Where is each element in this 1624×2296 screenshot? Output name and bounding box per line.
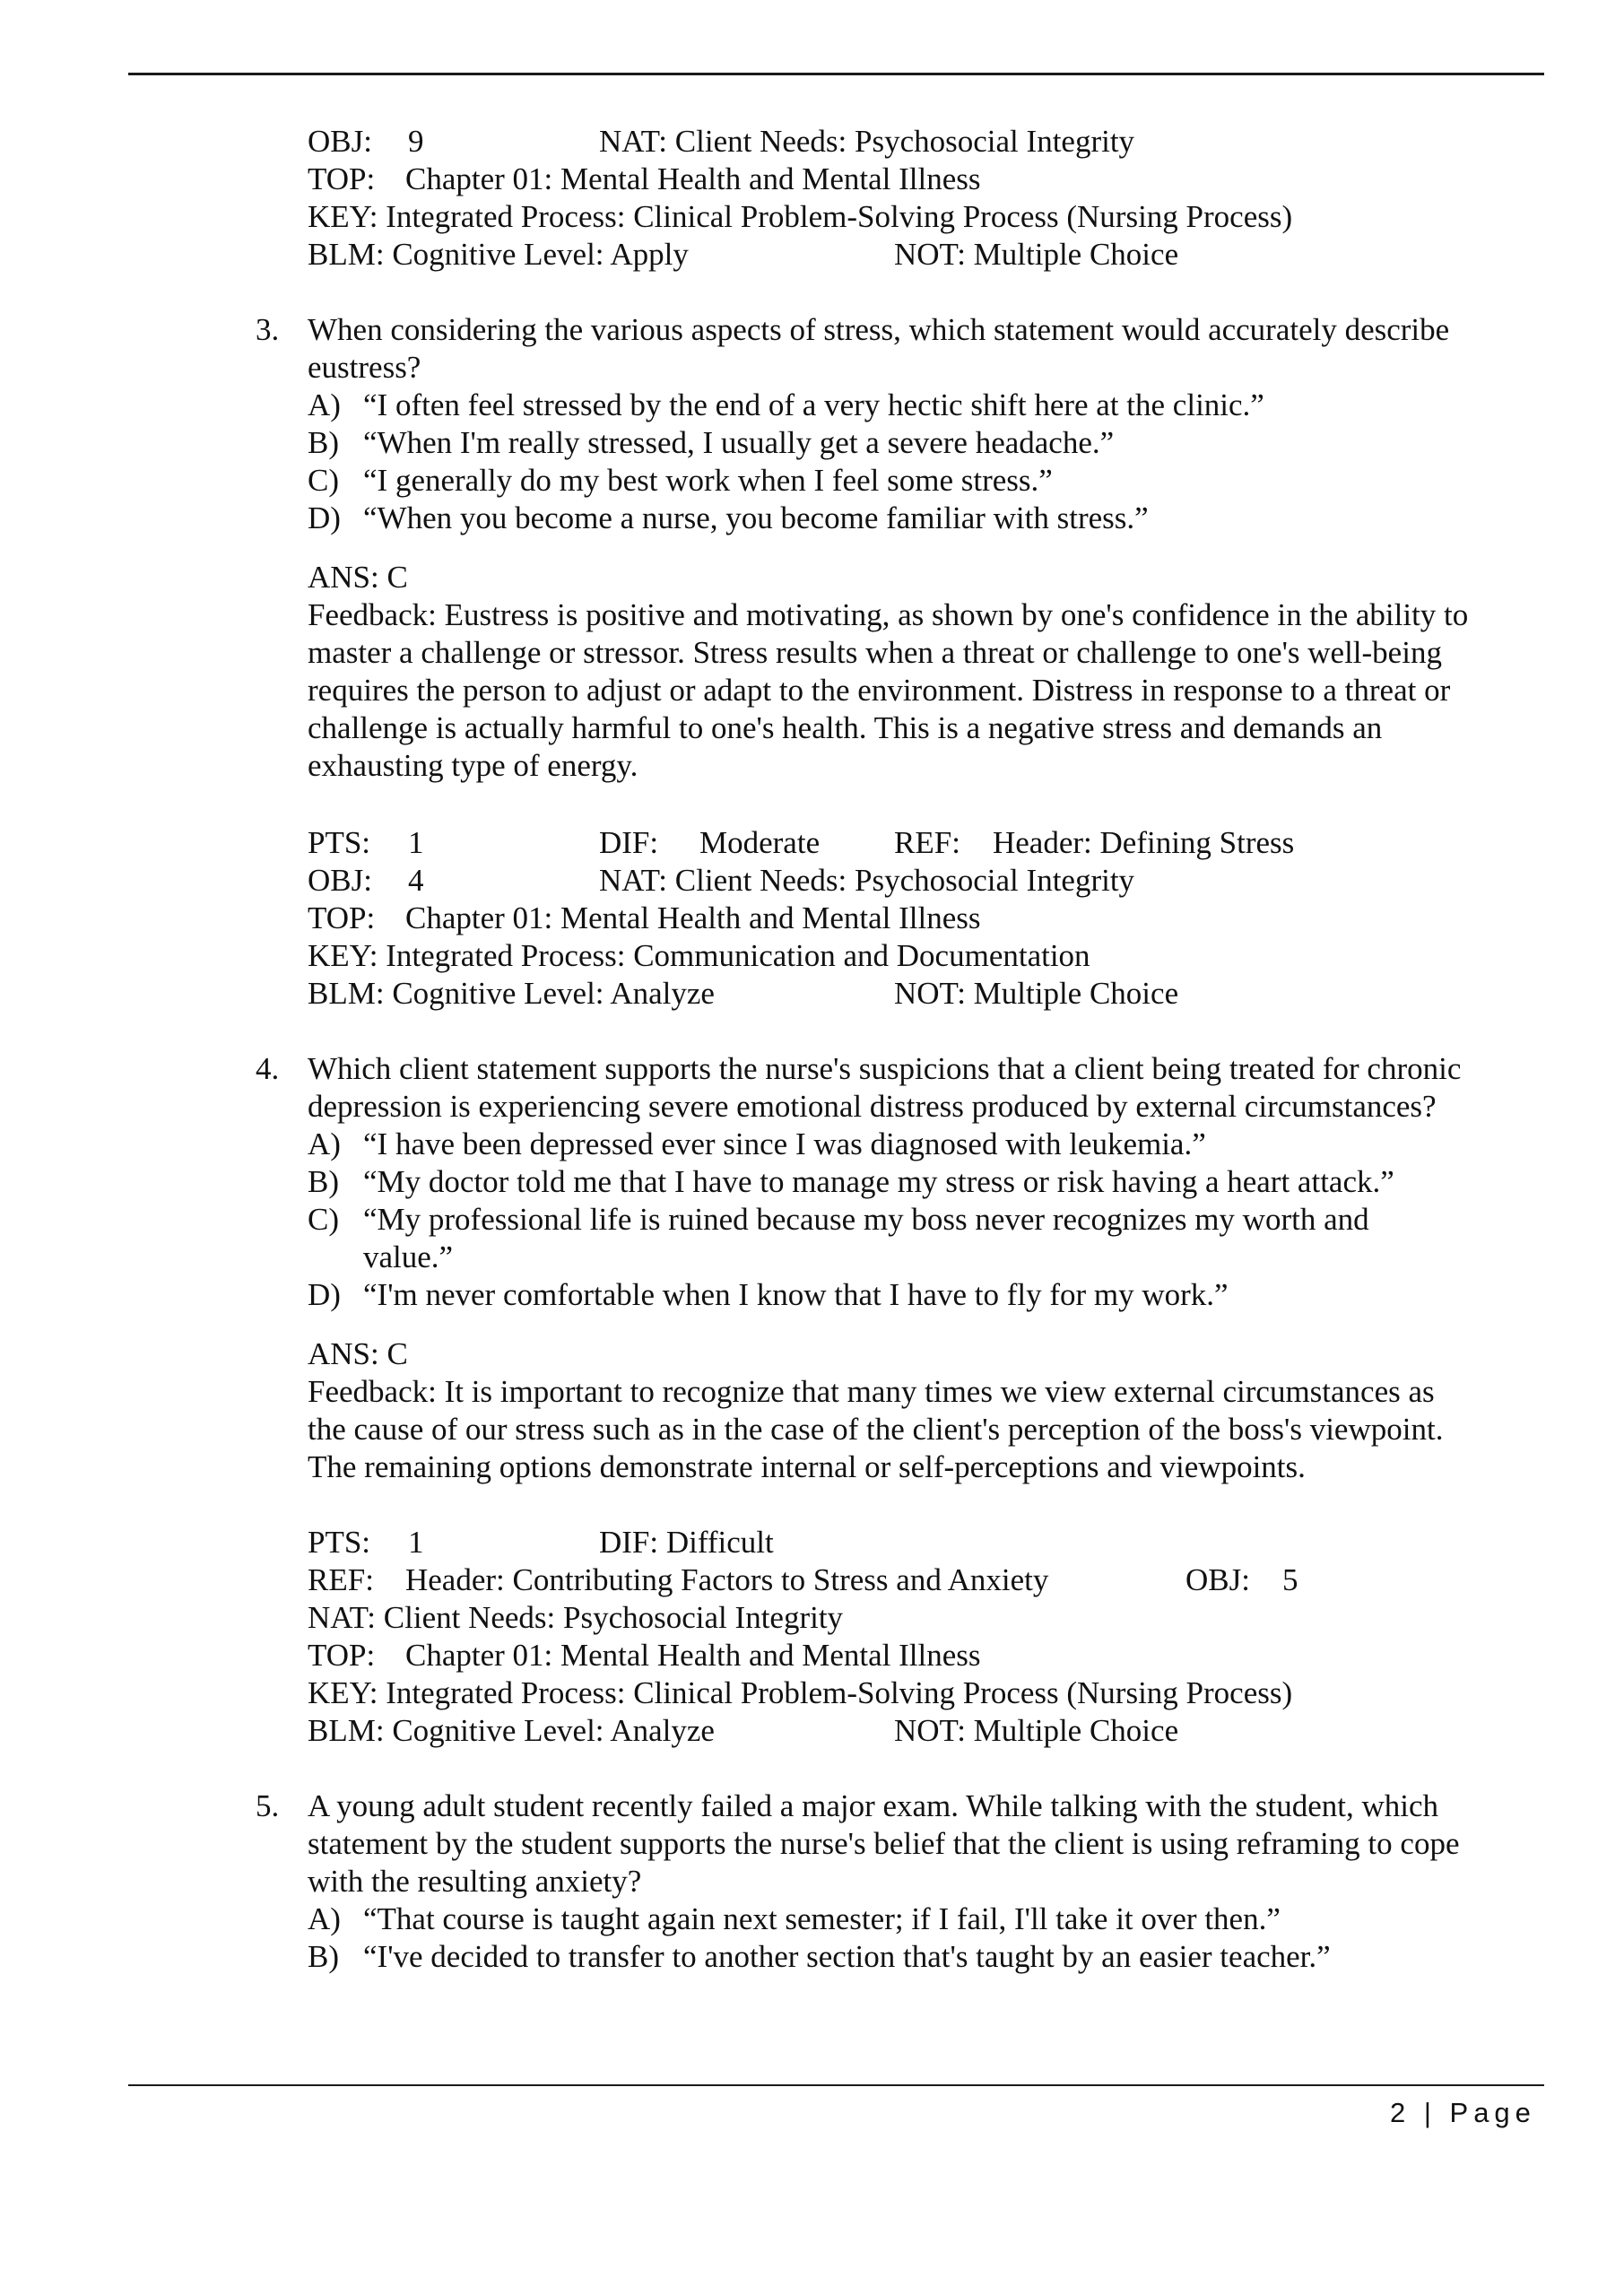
key-line: KEY: Integrated Process: Clinical Problem-Solving Process (Nursing Process) bbox=[308, 1675, 1293, 1710]
question-number: 5. bbox=[256, 1788, 280, 1823]
option-text: “I generally do my best work when I feel some stress.” bbox=[363, 463, 1053, 498]
answer-line: ANS: C bbox=[308, 560, 408, 595]
question-number: 3. bbox=[256, 312, 280, 347]
top-value: Chapter 01: Mental Health and Mental Illness bbox=[405, 900, 981, 935]
ref-value: Header: Defining Stress bbox=[993, 825, 1295, 860]
feedback-line: The remaining options demonstrate internal or self-perceptions and viewpoints. bbox=[308, 1449, 1306, 1484]
pts-label: PTS: bbox=[308, 825, 371, 860]
option-letter: D) bbox=[308, 1277, 341, 1312]
ref-value: Header: Contributing Factors to Stress and Anxiety bbox=[405, 1562, 1049, 1597]
ref-label: REF: bbox=[894, 825, 960, 860]
feedback-line: challenge is actually harmful to one's health. This is a negative stress and demands an bbox=[308, 710, 1383, 745]
option-text: “I'm never comfortable when I know that I have to fly for my work.” bbox=[363, 1277, 1229, 1312]
option-letter: C) bbox=[308, 1202, 339, 1237]
feedback-line: Feedback: It is important to recognize that many times we view external circumstances as bbox=[308, 1374, 1435, 1409]
feedback-line: requires the person to adjust or adapt to the environment. Distress in response to a threat or bbox=[308, 673, 1451, 708]
obj-label: OBJ: bbox=[308, 124, 372, 159]
option-text: “I often feel stressed by the end of a very hectic shift here at the clinic.” bbox=[363, 387, 1264, 422]
option-text: “My doctor told me that I have to manage my stress or risk having a heart attack.” bbox=[363, 1164, 1394, 1199]
header-rule bbox=[128, 73, 1544, 75]
blm-line: BLM: Cognitive Level: Analyze bbox=[308, 976, 715, 1011]
question-stem-line: When considering the various aspects of stress, which statement would accurately describe bbox=[308, 312, 1450, 347]
option-letter: A) bbox=[308, 387, 341, 422]
nat-line: NAT: Client Needs: Psychosocial Integrity bbox=[599, 863, 1135, 898]
key-line: KEY: Integrated Process: Clinical Problem-Solving Process (Nursing Process) bbox=[308, 199, 1293, 234]
question-stem-line: A young adult student recently failed a major exam. While talking with the student, which bbox=[308, 1788, 1438, 1823]
option-letter: D) bbox=[308, 500, 341, 535]
question-stem-line: depression is experiencing severe emotional distress produced by external circumstances? bbox=[308, 1089, 1437, 1124]
option-letter: B) bbox=[308, 425, 339, 460]
option-text: “I have been depressed ever since I was diagnosed with leukemia.” bbox=[363, 1126, 1206, 1161]
obj-value: 5 bbox=[1282, 1562, 1298, 1597]
question-stem-line: Which client statement supports the nurse's suspicions that a client being treated for chronic bbox=[308, 1051, 1462, 1086]
pts-value: 1 bbox=[408, 1525, 424, 1560]
option-text: “My professional life is ruined because my boss never recognizes my worth and bbox=[363, 1202, 1369, 1237]
feedback-line: Feedback: Eustress is positive and motivating, as shown by one's confidence in the ability to bbox=[308, 597, 1469, 632]
option-letter: B) bbox=[308, 1939, 339, 1974]
feedback-line: exhausting type of energy. bbox=[308, 748, 638, 783]
dif-value: Moderate bbox=[699, 825, 821, 860]
answer-line: ANS: C bbox=[308, 1336, 408, 1371]
blm-line: BLM: Cognitive Level: Apply bbox=[308, 237, 689, 272]
top-label: TOP: bbox=[308, 161, 376, 196]
option-letter: C) bbox=[308, 463, 339, 498]
pts-label: PTS: bbox=[308, 1525, 371, 1560]
pts-value: 1 bbox=[408, 825, 424, 860]
top-label: TOP: bbox=[308, 1638, 376, 1673]
option-letter: A) bbox=[308, 1901, 341, 1936]
nat-line: NAT: Client Needs: Psychosocial Integrity bbox=[599, 124, 1135, 159]
top-value: Chapter 01: Mental Health and Mental Illness bbox=[405, 161, 981, 196]
question-stem-line: with the resulting anxiety? bbox=[308, 1864, 642, 1899]
obj-label: OBJ: bbox=[308, 863, 372, 898]
not-line: NOT: Multiple Choice bbox=[894, 1713, 1179, 1748]
key-line: KEY: Integrated Process: Communication and Documentation bbox=[308, 938, 1090, 973]
obj-value: 4 bbox=[408, 863, 424, 898]
ref-label: REF: bbox=[308, 1562, 374, 1597]
dif-line: DIF: Difficult bbox=[599, 1525, 774, 1560]
feedback-line: master a challenge or stressor. Stress results when a threat or challenge to one's well-being bbox=[308, 635, 1442, 670]
top-label: TOP: bbox=[308, 900, 376, 935]
obj-label: OBJ: bbox=[1185, 1562, 1250, 1597]
dif-label: DIF: bbox=[599, 825, 659, 860]
not-line: NOT: Multiple Choice bbox=[894, 237, 1179, 272]
nat-line: NAT: Client Needs: Psychosocial Integrity bbox=[308, 1600, 844, 1635]
option-text: “When I'm really stressed, I usually get a severe headache.” bbox=[363, 425, 1115, 460]
obj-value: 9 bbox=[408, 124, 424, 159]
option-text: “That course is taught again next semester; if I fail, I'll take it over then.” bbox=[363, 1901, 1281, 1936]
blm-line: BLM: Cognitive Level: Analyze bbox=[308, 1713, 715, 1748]
top-value: Chapter 01: Mental Health and Mental Illness bbox=[405, 1638, 981, 1673]
option-text: “When you become a nurse, you become familiar with stress.” bbox=[363, 500, 1149, 535]
option-text: value.” bbox=[363, 1239, 454, 1274]
option-text: “I've decided to transfer to another section that's taught by an easier teacher.” bbox=[363, 1939, 1331, 1974]
option-letter: A) bbox=[308, 1126, 341, 1161]
question-stem-line: statement by the student supports the nurse's belief that the client is using reframing to cope bbox=[308, 1826, 1460, 1861]
feedback-line: the cause of our stress such as in the case of the client's perception of the boss's viewpoint. bbox=[308, 1412, 1444, 1447]
question-stem-line: eustress? bbox=[308, 350, 421, 385]
option-letter: B) bbox=[308, 1164, 339, 1199]
footer-rule bbox=[128, 2084, 1544, 2086]
not-line: NOT: Multiple Choice bbox=[894, 976, 1179, 1011]
question-number: 4. bbox=[256, 1051, 280, 1086]
page-number: 2 | Page bbox=[1390, 2097, 1536, 2128]
